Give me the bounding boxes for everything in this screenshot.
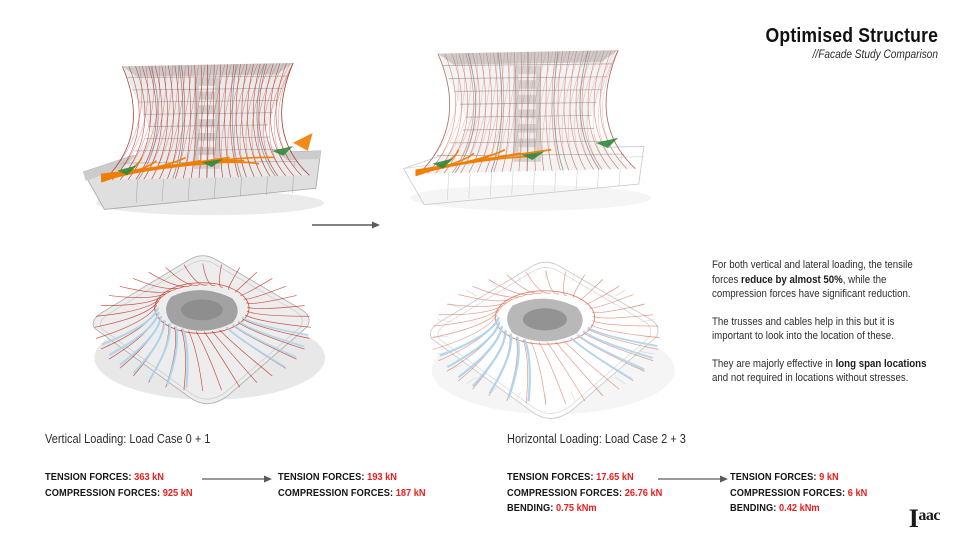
load-case-title-horizontal: Horizontal Loading: Load Case 2 + 3 [507,432,686,446]
header [765,26,938,61]
model-front-initial-drawing [80,40,324,226]
model-aerial-optimised [402,230,686,428]
force-label: COMPRESSION FORCES: [45,486,161,499]
force-label: COMPRESSION FORCES: [730,486,846,499]
force-value: 0.75 kNm [556,502,597,514]
force-value: 363 kN [134,471,164,483]
model-front-optimised-drawing [393,33,651,215]
force-label: COMPRESSION FORCES: [507,486,623,499]
force-row [507,469,683,485]
force-row [507,485,683,501]
iaac-logo [909,504,940,534]
iaac-logo-rest: aac [918,507,940,524]
force-row [507,500,683,516]
force-value: 187 kN [395,486,426,499]
load-case-title-vertical: Vertical Loading: Load Case 0 + 1 [45,432,211,446]
forces-horizontal-before [507,469,683,516]
page-title: Optimised Structure [765,25,938,47]
force-label: TENSION FORCES: [278,471,365,483]
force-row [278,469,454,485]
forces-horizontal-after [730,469,906,516]
force-row [45,469,221,485]
force-row [730,500,906,516]
force-value: 925 kN [162,486,193,499]
force-value: 6 kN [847,486,868,499]
force-value: 0.42 kNm [779,502,820,514]
page-subtitle: //Facade Study Comparison [812,49,938,61]
model-front-optimised [393,33,651,215]
force-label: BENDING: [730,502,777,514]
force-value: 193 kN [367,471,397,483]
force-value: 9 kN [819,471,839,483]
force-value: 17.65 kN [596,471,634,483]
model-aerial-initial [70,220,332,418]
notes-p1: For both vertical and lateral loading, the tensile forces reduce by almost 50%, while the compression forces have significant reduction. [712,259,913,301]
notes-paragraph [712,258,937,399]
notes-p2: The trusses and cables help in this but it is important to look into the location of these. [712,315,895,343]
model-front-initial [80,40,324,226]
force-row [278,485,454,501]
force-row [730,485,906,501]
notes-p3: They are majorly effective in long span locations and not required in locations without stresses. [712,357,927,385]
force-value: 26.76 kN [624,486,663,499]
force-label: TENSION FORCES: [45,471,132,483]
force-label: COMPRESSION FORCES: [278,486,394,499]
iaac-logo-initial: I [908,504,919,533]
arrow-right-icon [310,218,382,232]
model-aerial-initial-drawing [70,220,332,418]
force-label: BENDING: [507,502,554,514]
forces-vertical-after [278,469,454,500]
force-label: TENSION FORCES: [507,471,594,483]
model-aerial-optimised-drawing [402,230,686,428]
forces-vertical-before [45,469,221,500]
force-row [45,485,221,501]
force-label: TENSION FORCES: [730,471,817,483]
force-row [730,469,906,485]
